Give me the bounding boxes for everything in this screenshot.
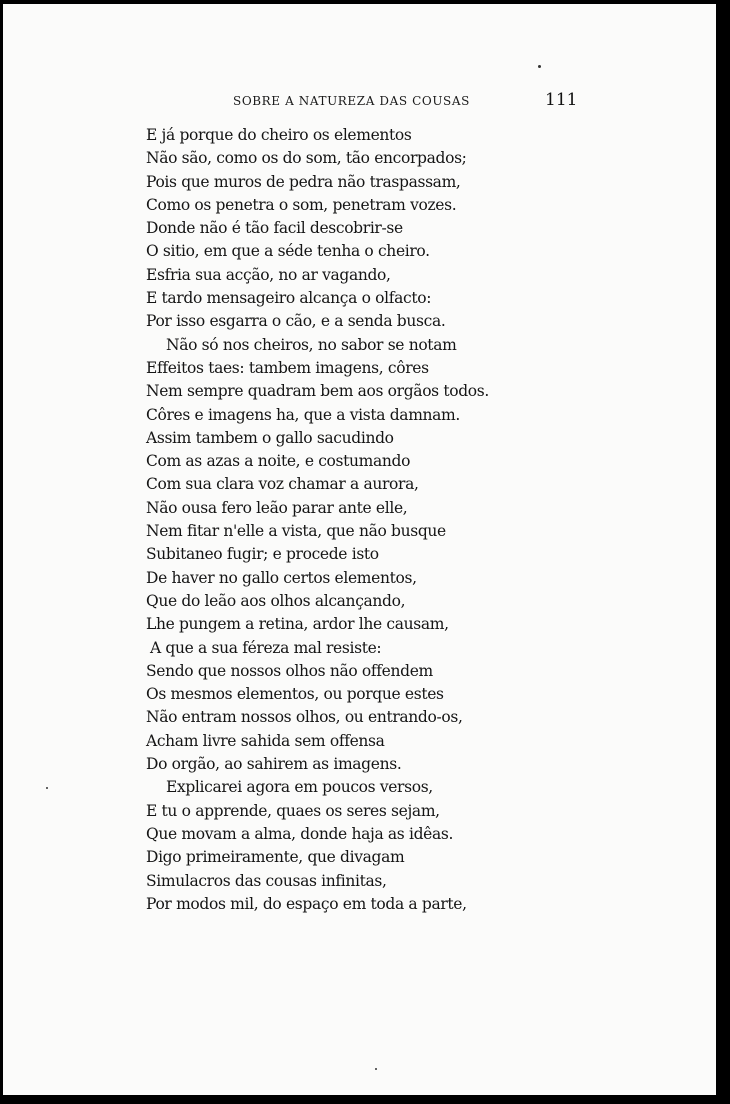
verse-line: Com as azas a noite, e costumando bbox=[146, 452, 411, 471]
running-title: SOBRE A NATUREZA DAS COUSAS bbox=[233, 94, 470, 108]
verse-line: E já porque do cheiro os elementos bbox=[146, 126, 412, 144]
verse-line: Como os penetra o som, penetram vozes. bbox=[146, 195, 457, 214]
ink-speck bbox=[538, 65, 541, 68]
verse-line: Que movam a alma, donde haja as idêas. bbox=[146, 824, 454, 843]
verse-line: Pois que muros de pedra não traspassam, bbox=[146, 172, 461, 191]
verse-line: Nem fitar n'elle a vista, que não busque bbox=[146, 522, 446, 541]
verse-line: Assim tambem o gallo sacudindo bbox=[146, 428, 394, 447]
verse-line: Não ousa fero leão parar ante elle, bbox=[146, 498, 408, 517]
verse-line: E tardo mensageiro alcança o olfacto: bbox=[146, 289, 432, 308]
verse-line: Não entram nossos olhos, ou entrando-os, bbox=[146, 708, 463, 727]
verse-line: Não são, como os do som, tão encorpados; bbox=[146, 149, 467, 168]
verse-line: Digo primeiramente, que divagam bbox=[146, 848, 405, 867]
verse-line: Que do leão aos olhos alcançando, bbox=[146, 591, 406, 610]
ink-speck bbox=[46, 787, 48, 789]
verse-line: De haver no gallo certos elementos, bbox=[146, 568, 417, 587]
verse-line: Por isso esgarra o cão, e a senda busca. bbox=[146, 312, 446, 331]
page-number: 111 bbox=[545, 90, 578, 110]
verse-line: Os mesmos elementos, ou porque estes bbox=[146, 685, 444, 704]
verse-line: Do orgão, ao sahirem as imagens. bbox=[146, 755, 402, 774]
verse-line: Donde não é tão facil descobrir-se bbox=[146, 219, 403, 238]
verse-line: Côres e imagens ha, que a vista damnam. bbox=[146, 405, 460, 424]
verse-text bbox=[146, 124, 506, 916]
verse-line: Acham livre sahida sem offensa bbox=[146, 731, 385, 750]
verse-line: Com sua clara voz chamar a aurora, bbox=[146, 475, 419, 494]
ink-speck bbox=[375, 1068, 377, 1070]
verse-line: Não só nos cheiros, no sabor se notam bbox=[166, 335, 457, 354]
verse-line: E tu o apprende, quaes os seres sejam, bbox=[146, 801, 440, 820]
verse-line: Nem sempre quadram bem aos orgãos todos. bbox=[146, 382, 489, 401]
verse-line: Lhe pungem a retina, ardor lhe causam, bbox=[146, 615, 449, 634]
verse-line: Simulacros das cousas infinitas, bbox=[146, 871, 387, 890]
verse-line: Sendo que nossos olhos não offendem bbox=[146, 661, 433, 680]
verse-line: Subitaneo fugir; e procede isto bbox=[146, 545, 379, 564]
verse-line: Esfria sua acção, no ar vagando, bbox=[146, 265, 391, 284]
verse-line: O sitio, em que a séde tenha o cheiro. bbox=[146, 242, 430, 261]
verse-line: Explicarei agora em poucos versos, bbox=[166, 778, 433, 797]
verse-line: Por modos mil, do espaço em toda a parte, bbox=[146, 894, 467, 913]
verse-line: A que a sua féreza mal resiste: bbox=[150, 638, 382, 657]
verse-line: Effeitos taes: tambem imagens, côres bbox=[146, 358, 429, 377]
